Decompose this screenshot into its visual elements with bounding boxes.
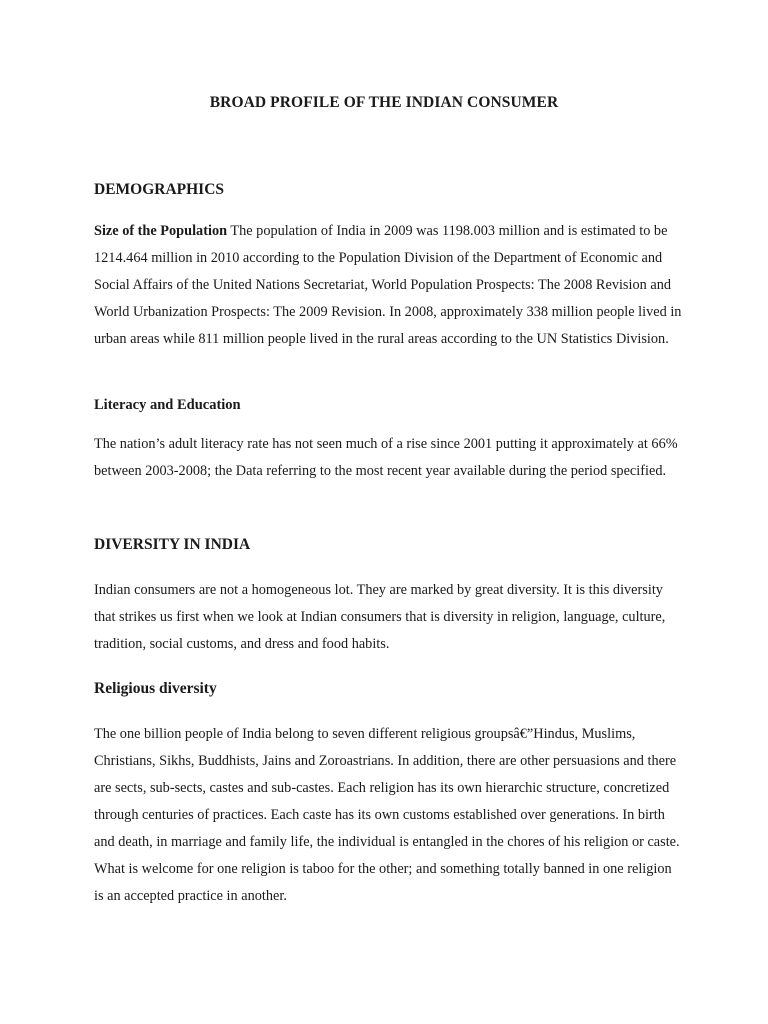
paragraph-literacy: The nation’s adult literacy rate has not seen much of a rise since 2001 putting it approximately at 66% between 2003-2008; the Data referring to the most recent year available during the period specified. (94, 436, 678, 479)
paragraph-population (94, 218, 684, 353)
population-text: The population of India in 2009 was 1198.003 million and is estimated to be 1214.464 million in 2010 according to the Population Division of the Department of Economic and Social Affairs of the United Nations Secretariat, World Population Prospects: The 2008 Revision and World Urbanization Prospects: The 2009 Revision. In 2008, approximately 338 million people lived in urban areas while 811 million people lived in the rural areas according to the UN Statistics Division. (94, 223, 682, 347)
document-title: BROAD PROFILE OF THE INDIAN CONSUMER (209, 94, 559, 111)
section-heading-demographics: DEMOGRAPHICS (94, 181, 225, 198)
inline-label-size-of-population: Size of the Population (94, 223, 228, 239)
subheading-literacy: Literacy and Education (94, 397, 241, 413)
paragraph-religious-diversity: The one billion people of India belong to seven different religious groupsâ€”Hindus, Muslims, Christians, Sikhs, Buddhists, Jains and Zoroastrians. In addition, there are other persuasions and there are sects, sub-sects, castes and sub-castes. Each religion has its own hierarchic structure, concretized through centuries of practices. Each caste has its own customs established over generations. In birth and death, in marriage and family life, the individual is entangled in the chores of his religion or caste. What is welcome for one religion is taboo for the other; and something totally banned in one religion is an accepted practice in another. (94, 726, 680, 904)
subheading-religious-diversity: Religious diversity (94, 680, 217, 697)
paragraph-diversity: Indian consumers are not a homogeneous lot. They are marked by great diversity. It is this diversity that strikes us first when we look at Indian consumers that is diversity in religion, language, culture, tradition, social customs, and dress and food habits. (94, 582, 666, 652)
section-heading-diversity: DIVERSITY IN INDIA (94, 536, 251, 553)
